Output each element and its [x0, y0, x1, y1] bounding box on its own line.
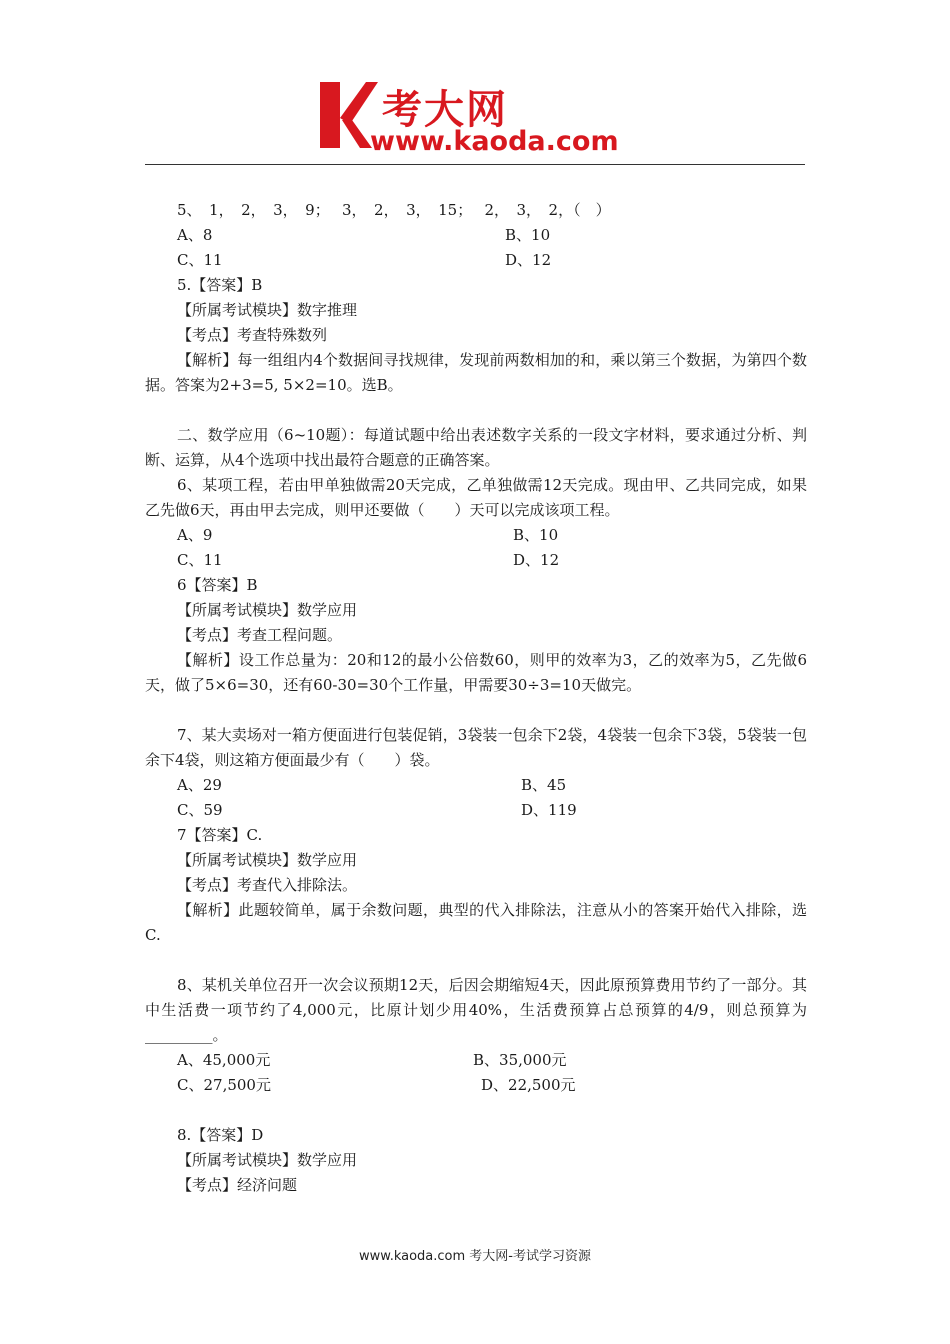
q8-option-a: A、45,000元 — [177, 1051, 271, 1069]
q6-question: 6、某项工程，若由甲单独做需20天完成，乙单独做需12天完成。现由甲、乙共同完成，如果乙先做6天，再由甲去完成，则甲还要做（ ）天可以完成该项工程。 — [145, 476, 807, 519]
q8-point: 【考点】经济问题 — [177, 1176, 298, 1194]
q7-module: 【所属考试模块】数学应用 — [177, 851, 358, 869]
page-footer: www.kaoda.com 考大网-考试学习资源 — [359, 1249, 591, 1264]
q6-analysis: 【解析】设工作总量为：20和12的最小公倍数60，则甲的效率为3，乙的效率为5，乙先做6天，做了5×6=30，还有60-30=30个工作量，甲需要30÷3=10天做完。 — [145, 651, 807, 694]
q6-option-b: B、10 — [513, 526, 559, 544]
q5-module: 【所属考试模块】数字推理 — [177, 301, 358, 319]
q5-options-row-1 — [145, 223, 807, 248]
q5-point: 【考点】考查特殊数列 — [177, 326, 328, 344]
q6-answer: 6【答案】B — [177, 576, 258, 594]
q7-analysis: 【解析】此题较简单，属于余数问题，典型的代入排除法，注意从小的答案开始代入排除，选C. — [145, 901, 807, 944]
q6-options-row-2 — [145, 548, 807, 573]
q7-option-b: B、45 — [521, 776, 567, 794]
q7-answer: 7【答案】C. — [177, 826, 263, 844]
k-logo-icon — [318, 80, 378, 150]
logo-chinese-name: 考大网 — [382, 87, 508, 133]
q5-analysis: 【解析】每一组组内4个数据间寻找规律，发现前两数相加的和，乘以第三个数据，为第四个数据。答案为2+3=5, 5×2=10。选B。 — [145, 351, 807, 394]
q8-question: 8、某机关单位召开一次会议预期12天，后因会期缩短4天，因此原预算费用节约了一部分。其中生活费一项节约了4,000元，比原计划少用40%，生活费预算占总预算的4/9，则总预算为_________。 — [145, 976, 807, 1044]
q7-option-d: D、119 — [521, 801, 577, 819]
q8-options-row-2 — [145, 1073, 807, 1098]
q5-answer: 5.【答案】B — [177, 276, 263, 294]
q7-options-row-2 — [145, 798, 807, 823]
q7-option-c: C、59 — [177, 801, 223, 819]
q5-question: 5、 1， 2， 3， 9； 3， 2， 3， 15； 2， 3， 2，（ ） — [177, 201, 611, 219]
q8-option-c: C、27,500元 — [177, 1076, 271, 1094]
q5-option-b: B、10 — [505, 226, 551, 244]
q5-option-a: A、8 — [177, 226, 213, 244]
exam-content — [145, 198, 807, 1198]
header-divider — [145, 164, 805, 165]
q7-options-row-1 — [145, 773, 807, 798]
kaoda-logo — [318, 80, 648, 160]
q8-option-b: B、35,000元 — [473, 1051, 567, 1069]
q7-option-a: A、29 — [177, 776, 222, 794]
q6-option-a: A、9 — [177, 526, 213, 544]
q8-module: 【所属考试模块】数学应用 — [177, 1151, 358, 1169]
q6-options-row-1 — [145, 523, 807, 548]
q5-option-d: D、12 — [505, 251, 552, 269]
q6-option-c: C、11 — [177, 551, 223, 569]
q5-options-row-2 — [145, 248, 807, 273]
q8-answer: 8.【答案】D — [177, 1126, 264, 1144]
logo-url: www.kaoda.com — [370, 126, 619, 157]
section2-intro: 二、数学应用（6~10题）：每道试题中给出表述数字关系的一段文字材料，要求通过分析、判断、运算，从4个选项中找出最符合题意的正确答案。 — [145, 426, 807, 469]
q6-module: 【所属考试模块】数学应用 — [177, 601, 358, 619]
q7-point: 【考点】考查代入排除法。 — [177, 876, 358, 894]
q8-option-d: D、22,500元 — [481, 1076, 576, 1094]
q5-option-c: C、11 — [177, 251, 223, 269]
q6-option-d: D、12 — [513, 551, 560, 569]
q6-point: 【考点】考查工程问题。 — [177, 626, 343, 644]
q8-options-row-1 — [145, 1048, 807, 1073]
q7-question: 7、某大卖场对一箱方便面进行包装促销，3袋装一包余下2袋，4袋装一包余下3袋，5袋装一包余下4袋，则这箱方便面最少有（ ）袋。 — [145, 726, 807, 769]
